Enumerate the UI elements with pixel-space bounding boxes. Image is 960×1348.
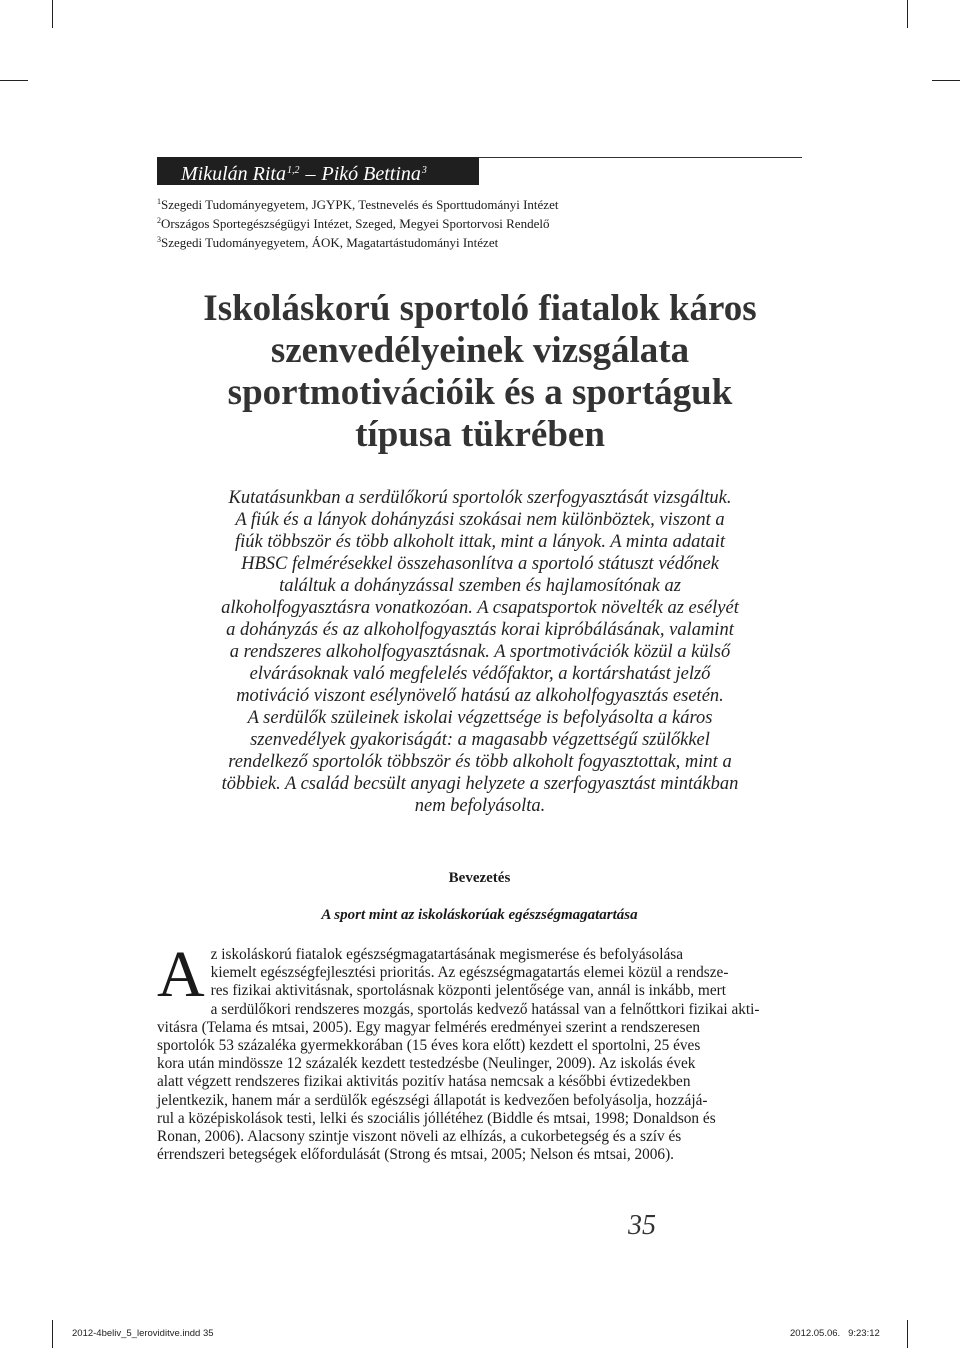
author-name: Mikulán Rita bbox=[181, 163, 286, 185]
affiliation-line bbox=[157, 194, 558, 213]
abstract-line: Kutatásunkban a serdülőkorú sportolók szerfogyasztását vizsgáltuk. bbox=[228, 488, 732, 508]
abstract-line: motiváció viszont esélynövelő hatású az alkoholfogyasztás esetén. bbox=[236, 686, 724, 706]
abstract bbox=[150, 487, 810, 817]
affiliation-number: 2 bbox=[157, 216, 161, 225]
title-line: Iskoláskorú sportoló fiatalok káros bbox=[203, 288, 757, 329]
abstract-line: a rendszeres alkoholfogyasztásnak. A sportmotivációk közül a külső bbox=[229, 642, 731, 662]
affiliations bbox=[157, 194, 558, 251]
title-line: szenvedélyeinek vizsgálata bbox=[270, 330, 690, 371]
affiliation-number: 3 bbox=[157, 235, 161, 244]
affiliation-line bbox=[157, 213, 558, 232]
crop-mark bbox=[907, 1320, 908, 1348]
abstract-line: szenvedélyek gyakoriságát: a magasabb végzettségű szülőkkel bbox=[250, 730, 710, 750]
author-affiliation-sup: 1,2 bbox=[286, 165, 300, 176]
article-title bbox=[120, 288, 840, 456]
body-line: Ronan, 2006). Alacsony szintje viszont növeli az elhízás, a cukorbetegség és a szív és bbox=[157, 1128, 682, 1146]
affiliation-text: Szegedi Tudományegyetem, ÁOK, Magatartástudományi Intézet bbox=[161, 235, 499, 250]
crop-mark bbox=[52, 1320, 53, 1348]
crop-mark bbox=[0, 80, 28, 81]
body-line: érrendszeri betegségek előfordulását (Strong és mtsai, 2005; Nelson és mtsai, 2006). bbox=[157, 1146, 674, 1164]
author-affiliation-sup: 3 bbox=[421, 165, 427, 176]
affiliation-line bbox=[157, 232, 558, 251]
body-line: a serdülőkori rendszeres mozgás, sportolás kedvező hatással van a felnőttkori fizikai akti- bbox=[210, 1000, 760, 1018]
title-line: típusa tükrében bbox=[355, 414, 605, 455]
abstract-line: többiek. A család becsült anyagi helyzete a szerfogyasztást mintákban bbox=[221, 774, 739, 794]
footer-file-name: 2012-4beliv_5_leroviditve.indd 35 bbox=[72, 1328, 214, 1339]
abstract-line: elvárásoknak való megfelelés védőfaktor, a kortárshatást jelző bbox=[249, 664, 711, 684]
crop-mark bbox=[907, 0, 908, 28]
author-separator: – bbox=[305, 163, 316, 185]
abstract-line: rendelkező sportolók többször és több alkoholt fogyasztottak, mint a bbox=[228, 752, 732, 772]
body-line: res fizikai aktivitásnak, sportolásnak központi jelentősége van, annál is inkább, mert bbox=[210, 982, 726, 1000]
affiliation-text: Országos Sportegészségügyi Intézet, Szeged, Megyei Sportorvosi Rendelő bbox=[161, 216, 550, 231]
crop-mark bbox=[52, 0, 53, 28]
crop-mark bbox=[932, 80, 960, 81]
drop-cap: A bbox=[157, 938, 205, 1011]
body-line: jelentkezik, hanem már a serdülők egészségi állapotát is kedvezően befolyásolja, hozzájá- bbox=[157, 1091, 708, 1109]
abstract-line: a dohányzás és az alkoholfogyasztás korai kipróbálásának, valamint bbox=[226, 620, 734, 640]
abstract-line: alkoholfogyasztásra vonatkozóan. A csapatsportok növelték az esélyét bbox=[221, 598, 739, 618]
body-line: rul a középiskolások testi, lelki és szociális jóllétéhez (Biddle és mtsai, 1998; Donaldson és bbox=[157, 1109, 716, 1127]
body-line: sportolók 53 százaléka gyermekkorában (15 éves kora előtt) kezdett el sportolni, 25 éves bbox=[157, 1037, 701, 1055]
body-line: vitásra (Telama és mtsai, 2005). Egy magyar felmérés eredményei szerint a rendszeresen bbox=[157, 1018, 701, 1036]
body-line: kora után mindössze 12 százalék kezdett testedzésbe (Neulinger, 2009). Az iskolás évek bbox=[157, 1055, 696, 1073]
page-number: 35 bbox=[628, 1210, 656, 1241]
footer-datetime: 2012.05.06. 9:23:12 bbox=[790, 1328, 880, 1339]
body-line: z iskoláskorú fiatalok egészségmagatartásának megismerése és befolyásolása bbox=[210, 946, 683, 963]
subsection-heading: A sport mint az iskoláskorúak egészségmagatartása bbox=[321, 907, 638, 923]
abstract-line: A fiúk és a lányok dohányzási szokásai nem különböztek, viszont a bbox=[235, 510, 725, 530]
abstract-line: nem befolyásolta. bbox=[414, 796, 546, 816]
header-rule bbox=[479, 157, 802, 158]
abstract-line: fiúk többször és több alkoholt ittak, mint a lányok. A minta adatait bbox=[234, 532, 726, 552]
author-name: Pikó Bettina bbox=[321, 163, 421, 185]
body-line: alatt végzett rendszeres fizikai aktivitás pozitív hatása nemcsak a későbbi évtizedekben bbox=[157, 1073, 691, 1091]
affiliation-text: Szegedi Tudományegyetem, JGYPK, Testnevelés és Sporttudományi Intézet bbox=[161, 197, 559, 212]
abstract-line: találtuk a dohányzással szemben és hajlamosítónak az bbox=[279, 576, 681, 596]
body-line: kiemelt egészségfejlesztési prioritás. Az egészségmagatartás elemei közül a rendsze- bbox=[210, 964, 729, 982]
body-paragraph bbox=[157, 938, 802, 1164]
affiliation-number: 1 bbox=[157, 197, 161, 206]
abstract-line: A serdülők szüleinek iskolai végzettsége is befolyásolta a káros bbox=[247, 708, 713, 728]
section-heading: Bevezetés bbox=[448, 870, 511, 886]
title-line: sportmotivációik és a sportáguk bbox=[227, 372, 733, 413]
abstract-line: HBSC felmérésekkel összehasonlítva a sportoló státuszt védőnek bbox=[241, 554, 719, 574]
authors-bar bbox=[157, 157, 479, 185]
